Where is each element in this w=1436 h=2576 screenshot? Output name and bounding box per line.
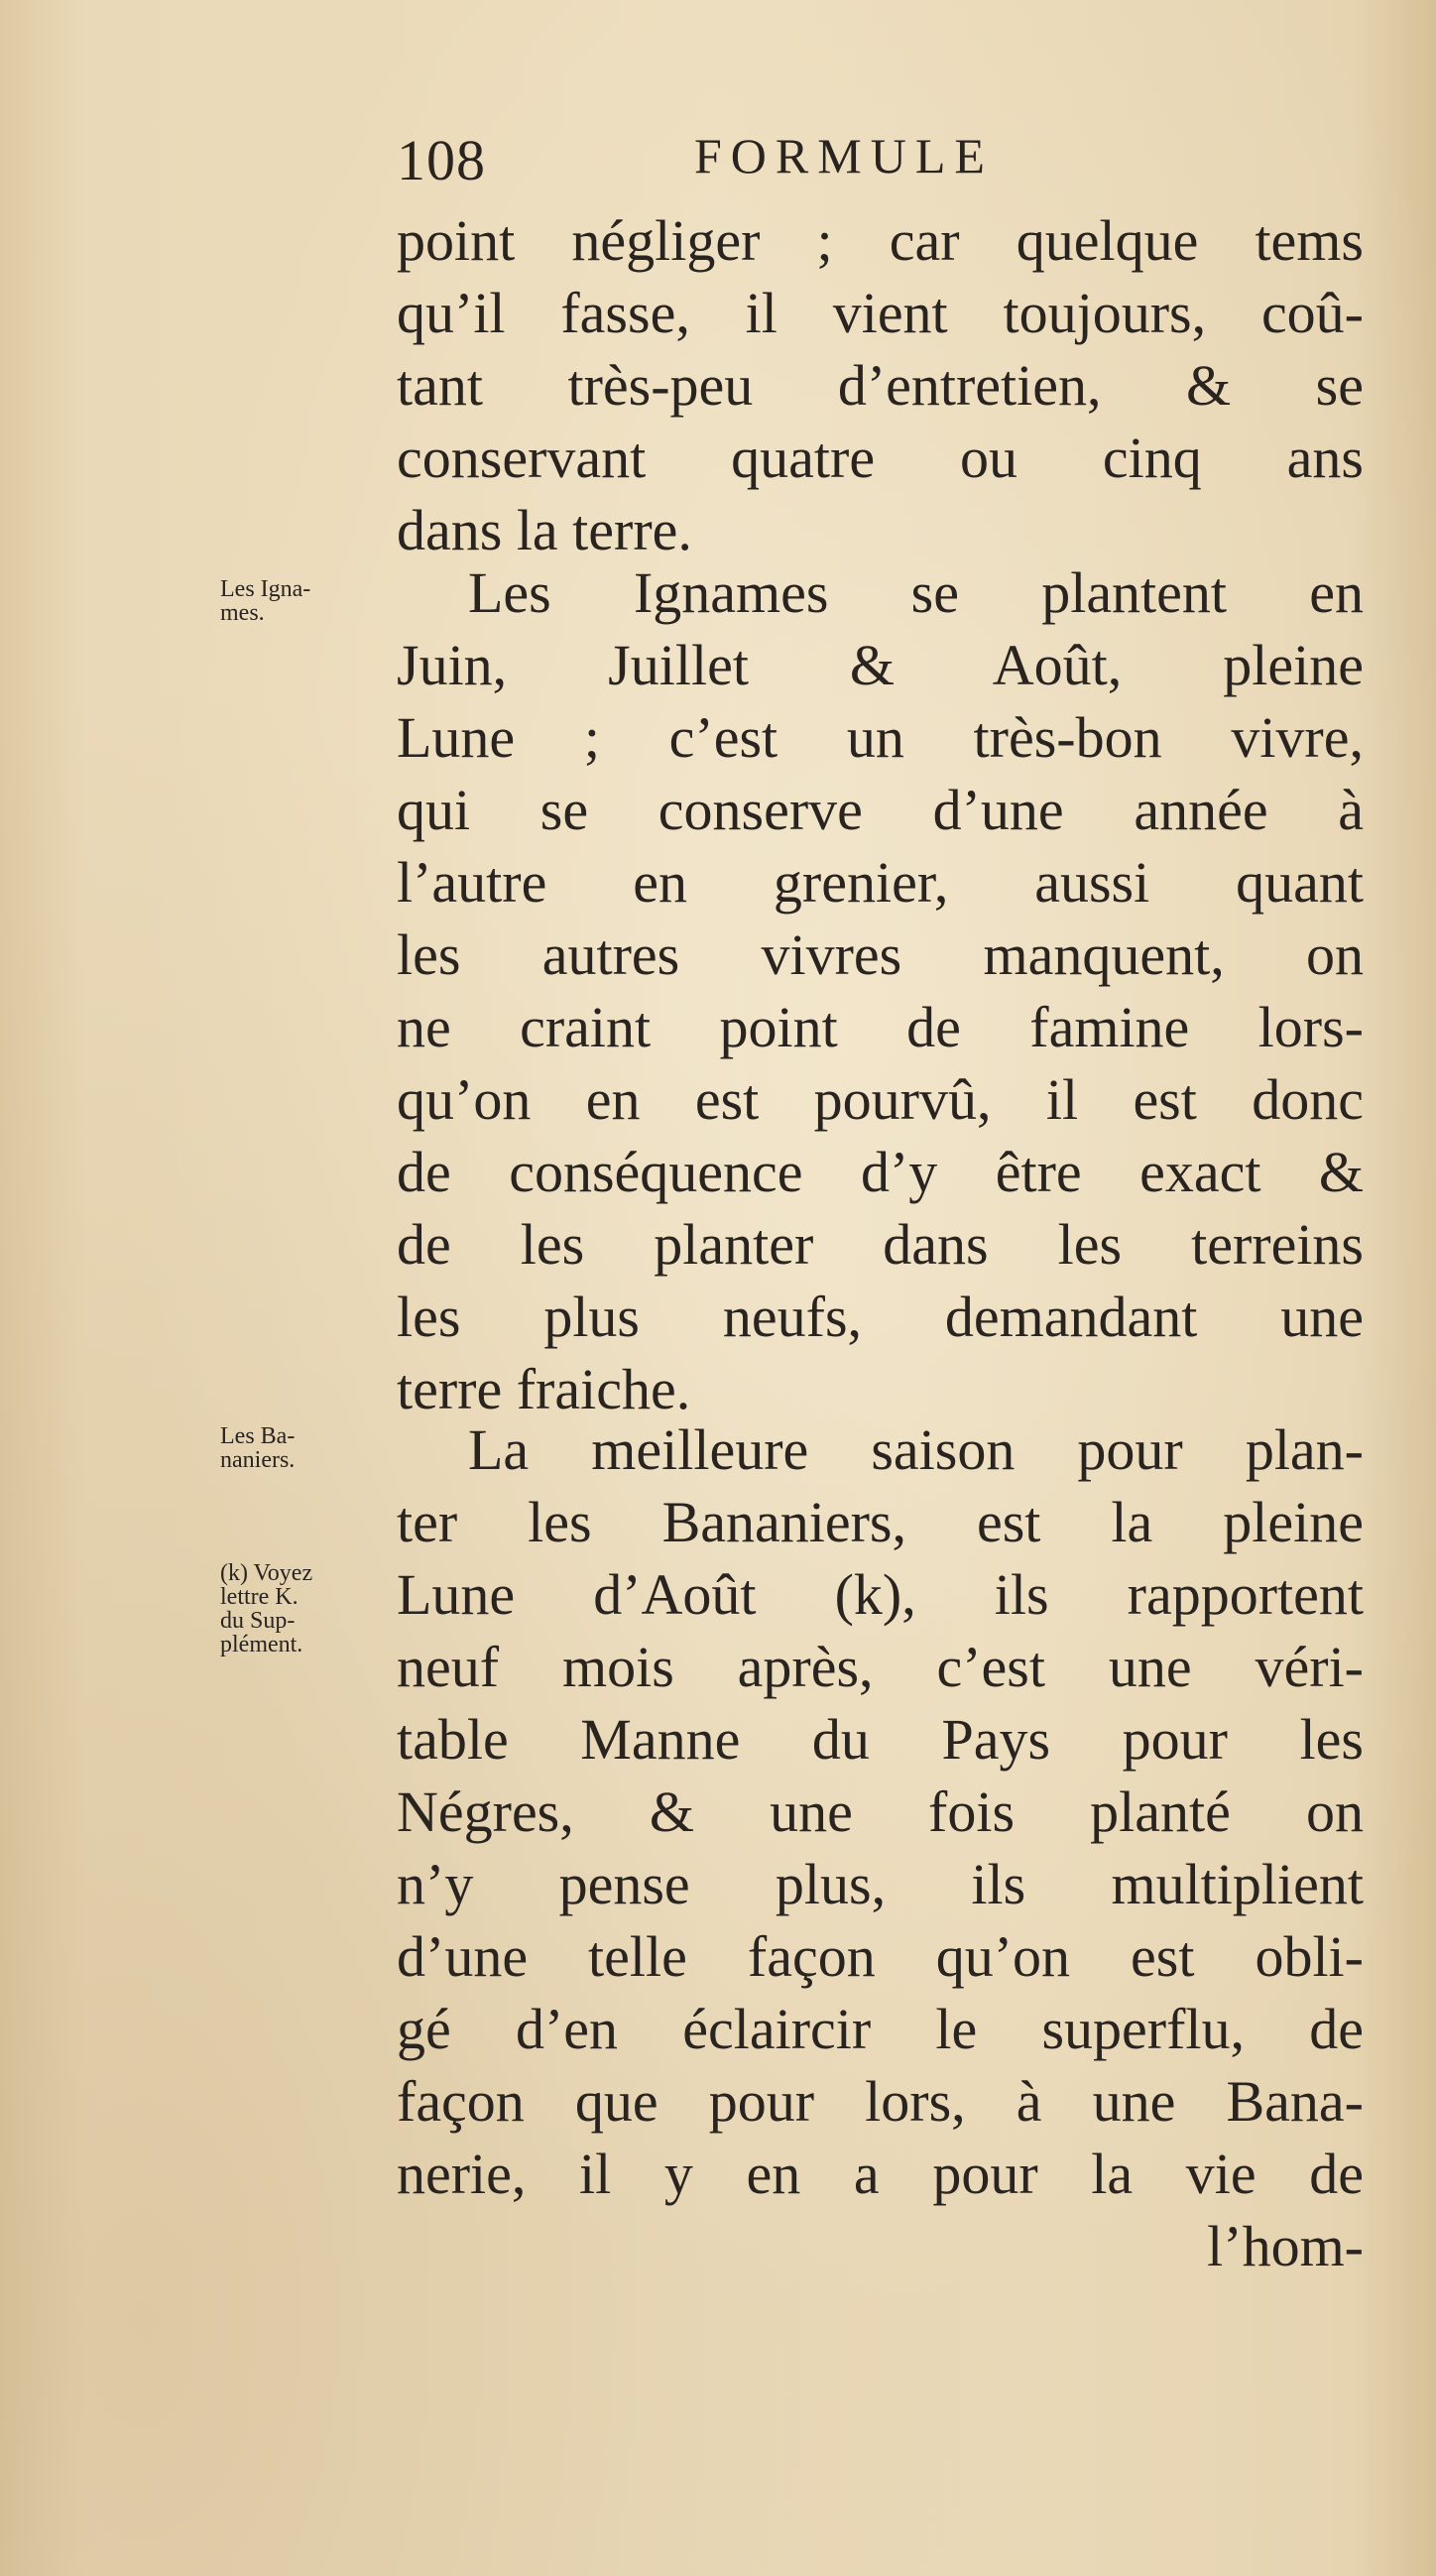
page-header [397,127,1388,196]
text-line: nerie, il y en a pour la vie de [397,2142,1364,2206]
text-line: les plus neufs, demandant une [397,1285,1364,1349]
margin-footnote-reference [220,1561,312,1656]
text-line: qui se conserve d’une année à [397,778,1364,842]
text-line: point négliger ; car quelque tems [397,208,1364,273]
margin-note-line: du Sup- [220,1608,296,1634]
text-line: conservant quatre ou cinq ans [397,426,1364,490]
text-line: Négres, & une fois planté on [397,1779,1364,1844]
text-line: d’une telle façon qu’on est obli- [397,1924,1364,1989]
margin-note-line: plément. [220,1632,303,1657]
text-line: ne craint point de famine lors- [397,995,1364,1059]
text-line: qu’on en est pourvû, il est donc [397,1067,1364,1132]
margin-note-line: lettre K. [220,1584,299,1610]
text-line: n’y pense plus, ils multiplient [397,1852,1364,1916]
text-line: terre fraiche. [397,1357,691,1421]
margin-note-ignames [220,577,310,625]
text-line: neuf mois après, c’est une véri- [397,1635,1364,1699]
text-line: l’autre en grenier, aussi quant [397,850,1364,915]
text-line: gé d’en éclaircir le superflu, de [397,1997,1364,2061]
text-line: Juin, Juillet & Août, pleine [397,633,1364,697]
text-line: dans la terre. [397,498,692,562]
text-line: qu’il fasse, il vient toujours, coû- [397,281,1364,345]
margin-note-bananiers [220,1424,295,1472]
margin-note-line: (k) Voyez [220,1560,313,1586]
text-line: La meilleure saison pour plan- [468,1417,1364,1482]
margin-note-line: naniers. [220,1447,296,1473]
page-number: 108 [397,128,486,192]
text-line: tant très-peu d’entretien, & se [397,353,1364,418]
margin-note-line: Les Ba- [220,1423,296,1449]
margin-note-line: mes. [220,600,265,626]
text-line: Lune d’Août (k), ils rapportent [397,1562,1364,1627]
text-line: de conséquence d’y être exact & [397,1140,1364,1204]
margin-note-line: Les Igna- [220,576,311,602]
text-line: table Manne du Pays pour les [397,1707,1364,1772]
catchword: l’hom- [1207,2214,1364,2278]
text-line: de les planter dans les terreins [397,1212,1364,1277]
text-line: Les Ignames se plantent en [468,560,1364,625]
running-head: FORMULE [694,128,994,184]
text-line: ter les Bananiers, est la pleine [397,1490,1364,1554]
text-line: façon que pour lors, à une Bana- [397,2069,1364,2134]
text-line: Lune ; c’est un très-bon vivre, [397,705,1364,770]
text-line: les autres vivres manquent, on [397,922,1364,987]
